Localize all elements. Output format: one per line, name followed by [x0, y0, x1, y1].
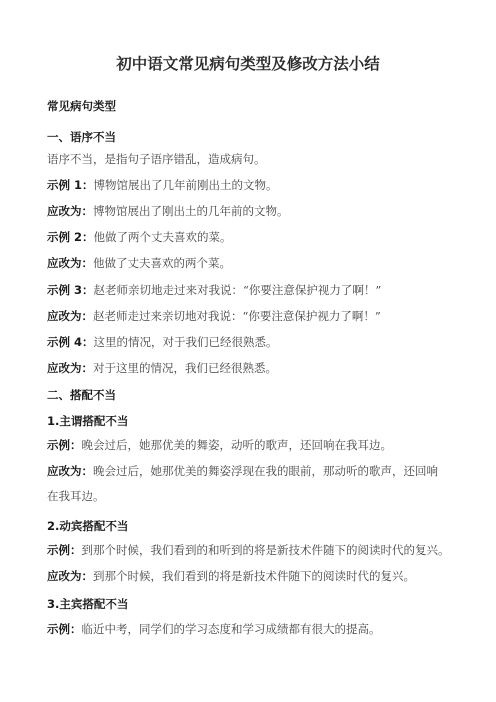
example-label: 示例：: [47, 543, 82, 557]
example-label: 示例 1：: [47, 178, 94, 192]
example-label: 示例 4：: [47, 335, 94, 349]
example-label: 示例：: [47, 438, 82, 452]
example-text: 博物馆展出了几年前刚出土的文物。: [93, 178, 278, 192]
correction-label: 应改为：: [47, 361, 93, 375]
correction-text: 到那个时候，我们看到的将是新技术件随下的阅读时代的复兴。: [93, 569, 415, 583]
correction-label: 应改为：: [47, 204, 93, 218]
part1-intro: 语序不当，是指句子语序错乱，造成病句。: [47, 152, 266, 166]
example-label: 示例 2：: [47, 230, 94, 244]
correction-4: [47, 360, 467, 376]
correction-label: 应改为：: [47, 256, 93, 270]
example-text: 晚会过后，她那优美的舞姿，动听的歌声，还回响在我耳边。: [81, 438, 392, 452]
example-text: 临近中考，同学们的学习态度和学习成绩都有很大的提高。: [81, 622, 381, 636]
example-verb-object: [47, 542, 467, 558]
correction-label: 应改为：: [47, 309, 93, 323]
example-label: 示例：: [47, 622, 82, 636]
correction-text: 他做了丈夫喜欢的两个菜。: [93, 256, 231, 270]
correction-subject-predicate: [47, 463, 467, 479]
document-title: 初中语文常见病句类型及修改方法小结: [116, 55, 380, 73]
subheading-subject-predicate: 1.主谓搭配不当: [47, 414, 129, 428]
correction-verb-object: [47, 568, 467, 584]
correction-text: 晚会过后，她那优美的舞姿浮现在我的眼前，那动听的歌声，还回响: [93, 464, 438, 478]
correction-text: 博物馆展出了刚出土的几年前的文物。: [93, 204, 289, 218]
example-1: [47, 177, 467, 193]
example-2: [47, 229, 467, 245]
correction-3: [47, 308, 467, 324]
example-3: [47, 282, 467, 298]
part2-heading: 二、搭配不当: [47, 388, 116, 402]
example-subject-object: [47, 621, 467, 637]
example-label: 示例 3：: [47, 283, 94, 297]
example-text: 这里的情况，对于我们已经很熟悉。: [93, 335, 278, 349]
example-text: 赵老师亲切地走过来对我说：“你要注意保护视力了啊！”: [93, 283, 382, 297]
correction-text: 赵老师走过来亲切地对我说：“你要注意保护视力了啊！”: [93, 309, 381, 323]
part1-heading: 一、语序不当: [47, 130, 116, 144]
example-text: 到那个时候，我们看到的和听到的将是新技术件随下的阅读时代的复兴。: [81, 543, 450, 557]
correction-1: [47, 203, 467, 219]
correction-label: 应改为：: [47, 464, 93, 478]
section-heading: 常见病句类型: [47, 99, 116, 113]
example-text: 他做了两个丈夫喜欢的菜。: [93, 230, 232, 244]
example-4: [47, 334, 467, 350]
correction-2: [47, 255, 467, 271]
correction-text: 对于这里的情况，我们已经很熟悉。: [93, 361, 277, 375]
subheading-subject-object: 3.主宾搭配不当: [47, 597, 129, 611]
correction-subject-predicate-cont: 在我耳边。: [47, 489, 105, 503]
example-subject-predicate: [47, 437, 467, 453]
correction-label: 应改为：: [47, 569, 93, 583]
subheading-verb-object: 2.动宾搭配不当: [47, 519, 129, 533]
